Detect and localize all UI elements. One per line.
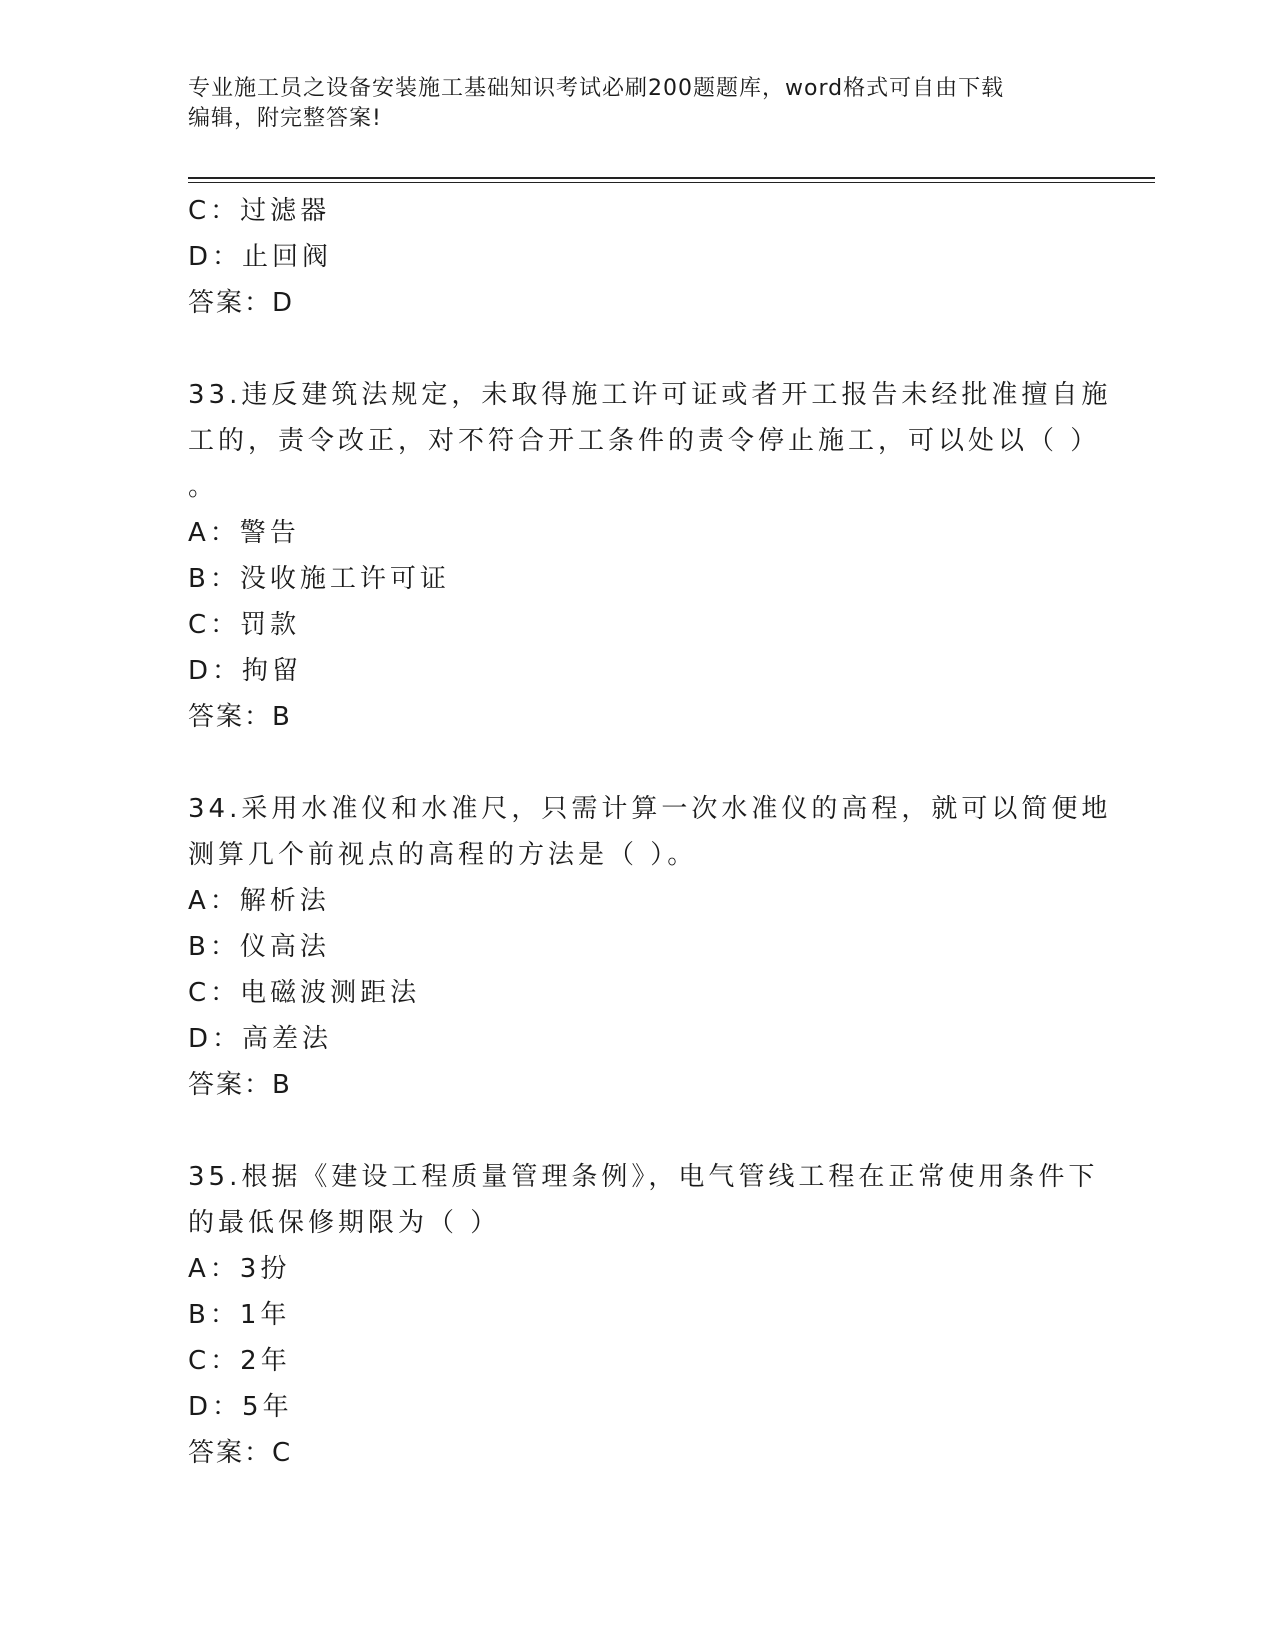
header-line-1: 专业施工员之设备安装施工基础知识考试必刷200题题库，word格式可自由下载 (188, 76, 1005, 101)
header-divider-thin (188, 182, 1155, 183)
option-d: D：5年 (188, 1392, 293, 1422)
option-a: A：警告 (188, 518, 300, 548)
question-stem-line: 测算几个前视点的高程的方法是（ ）。 (188, 840, 698, 870)
header-line-2: 编辑，附完整答案! (188, 106, 382, 131)
answer-line: 答案：D (188, 288, 295, 318)
carryover-block (188, 188, 1088, 326)
answer-line: 答案：C (188, 1438, 293, 1468)
option-b: B：没收施工许可证 (188, 564, 450, 594)
question-stem-line: 33.违反建筑法规定，未取得施工许可证或者开工报告未经批准擅自施 (188, 380, 1112, 410)
option-c: C：过滤器 (188, 196, 331, 226)
question-stem-line: 工的，责令改正，对不符合开工条件的责令停止施工，可以处以（ ） (188, 426, 1101, 456)
spacer (188, 1108, 1088, 1154)
question-stem-line: 。 (188, 472, 219, 502)
question-stem-line: 35.根据《建设工程质量管理条例》，电气管线工程在正常使用条件下 (188, 1162, 1099, 1192)
option-d: D：止回阀 (188, 242, 333, 272)
option-c: C：2年 (188, 1346, 291, 1376)
option-c: C：电磁波测距法 (188, 978, 421, 1008)
option-b: B：1年 (188, 1300, 291, 1330)
question-34 (188, 786, 1112, 1108)
question-35 (188, 1154, 1099, 1476)
option-d: D：高差法 (188, 1024, 333, 1054)
header-divider-thick (188, 177, 1155, 179)
answer-line: 答案：B (188, 1070, 292, 1100)
question-list (188, 188, 1112, 1476)
option-a: A：解析法 (188, 886, 330, 916)
spacer (188, 740, 1088, 786)
option-b: B：仪高法 (188, 932, 330, 962)
question-stem-line: 34.采用水准仪和水准尺，只需计算一次水准仪的高程，就可以简便地 (188, 794, 1112, 824)
option-d: D：拘留 (188, 656, 303, 686)
answer-line: 答案：B (188, 702, 292, 732)
question-33 (188, 372, 1112, 740)
spacer (188, 326, 1088, 372)
question-stem-line: 的最低保修期限为（ ） (188, 1208, 501, 1238)
option-c: C：罚款 (188, 610, 301, 640)
option-a: A：3扮 (188, 1254, 291, 1284)
document-header (188, 74, 1078, 134)
